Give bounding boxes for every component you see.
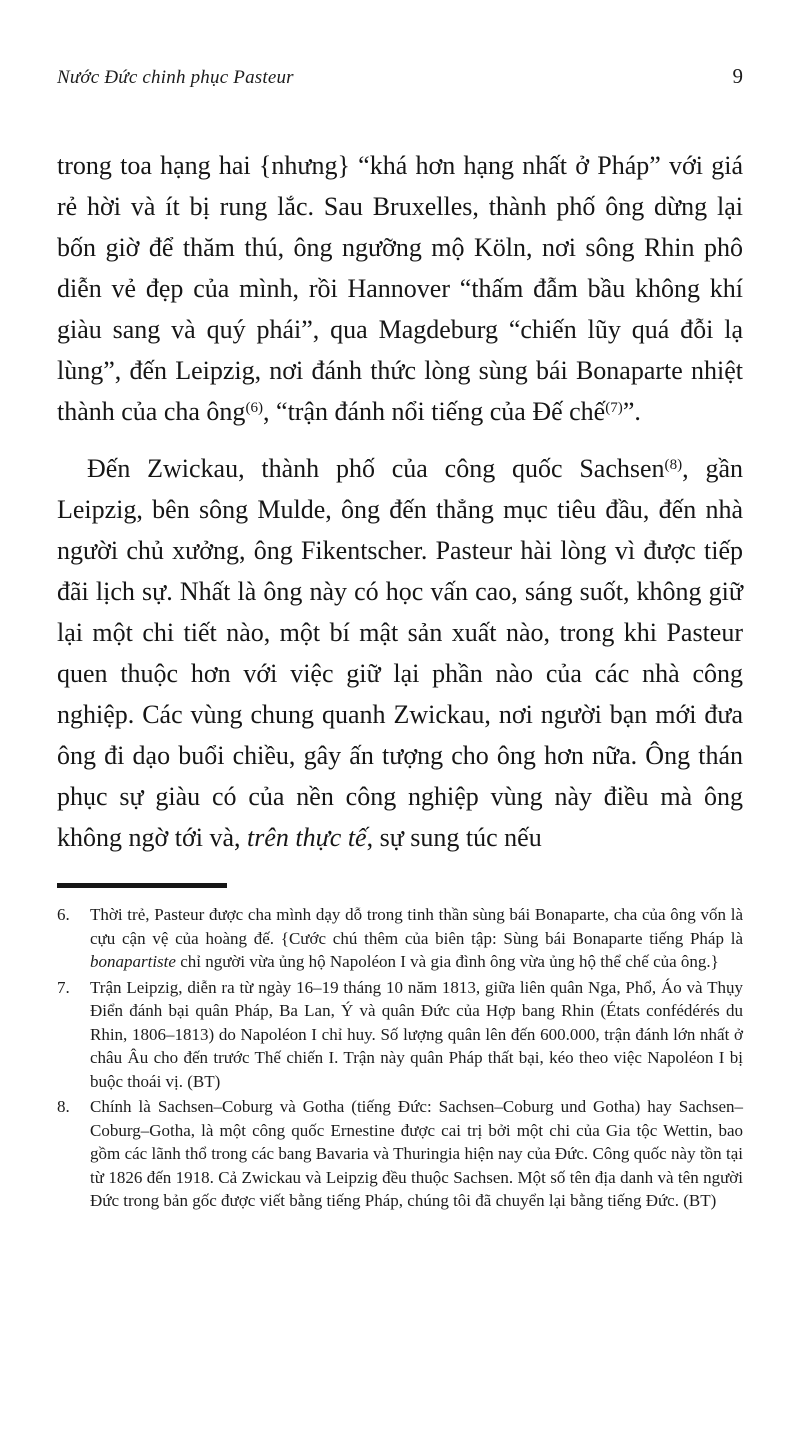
footnote-text: Trận Leipzig, diễn ra từ ngày 16–19 tháng 10 năm 1813, giữa liên quân Nga, Phổ, Áo và Thụy Điển đánh bại quân Pháp, Ba Lan, Ý và quân Đức của Hợp bang Rhin (États confédérés du Rhin, 1806–1813) do Napoléon I chỉ huy. Số lượng quân lên đến 600.000, trận đánh lớn nhất ở châu Âu cho đến trước Thế chiến I. Trận này quân Pháp thất bại, kéo theo việc Napoléon I bị buộc thoái vị. (BT) [90, 977, 743, 1091]
paragraph: Đến Zwickau, thành phố của công quốc Sachsen$^{(8)}$, gần Leipzig, bên sông Mulde, ông đến thẳng mục tiêu đầu, đến nhà người chủ xưởng, ông Fikentscher. Pasteur hài lòng vì được tiếp đãi lịch sự. Nhất là ông này có học vấn cao, sáng suốt, không giữ lại một chi tiết nào, một bí mật sản xuất nào, trong khi Pasteur quen thuộc hơn với việc giữ lại phần nào của các nhà công nghiệp. Các vùng chung quanh Zwickau, nơi người bạn mới đưa ông đi dạo buổi chiều, gây ấn tượng cho ông hơn nữa. Ông thán phục sự giàu có của nền công nghiệp vùng này điều mà ông không ngờ tới và, trên thực tế, sự sung túc nếu [57, 454, 743, 852]
footnote-item [57, 903, 743, 974]
footnote-number: 8. [57, 1097, 70, 1116]
page-header [57, 64, 743, 89]
footnote-divider [57, 883, 227, 888]
footnote-number: 7. [57, 977, 70, 997]
footnote-item [57, 976, 743, 1094]
footnote-text: Chính là Sachsen–Coburg và Gotha (tiếng Đức: Sachsen–Coburg und Gotha) hay Sachsen–Coburg–Gotha, là một công quốc Ernestine được cai trị bởi một chi của Gia tộc Wettin, bao gồm các lãnh thổ trong các bang Bavaria và Thuringia hiện nay của Đức. Công quốc này tồn tại từ 1826 đến 1918. Cả Zwickau và Leipzig đều thuộc Sachsen. Một số tên địa danh và tên người Đức trong bản gốc được viết bằng tiếng Pháp, chúng tôi đã chuyển lại bằng tiếng Đức. (BT) [90, 1097, 743, 1210]
page-number: 9 [732, 64, 743, 88]
footnote-item [57, 1095, 743, 1213]
body-text [57, 145, 743, 858]
footnote-number: 6. [57, 905, 70, 924]
paragraph: trong toa hạng hai {nhưng} “khá hơn hạng nhất ở Pháp” với giá rẻ hời và ít bị rung lắc. Sau Bruxelles, thành phố ông dừng lại bốn giờ để thăm thú, ông ngưỡng mộ Köln, nơi sông Rhin phô diễn vẻ đẹp của mình, rồi Hannover “thấm đẫm bầu không khí giàu sang và quý phái”, qua Magdeburg “chiến lũy quá đỗi lạ lùng”, đến Leipzig, nơi đánh thức lòng sùng bái Bonaparte nhiệt thành của cha ông$^{(6)}$, “trận đánh nổi tiếng của Đế chế$^{(7)}$”. [57, 151, 743, 426]
footnotes-section [57, 903, 743, 1213]
footnote-text: Thời trẻ, Pasteur được cha mình dạy dỗ trong tinh thần sùng bái Bonaparte, cha của ông vốn là cựu cận vệ của hoàng đế. {Cước chú thêm của biên tập: Sùng bái Bonaparte tiếng Pháp là bonapartiste chỉ người vừa ủng hộ Napoléon I và gia đình ông vừa ủng hộ thể chế của ông.} [90, 905, 743, 971]
running-title: Nước Đức chinh phục Pasteur [57, 67, 294, 88]
